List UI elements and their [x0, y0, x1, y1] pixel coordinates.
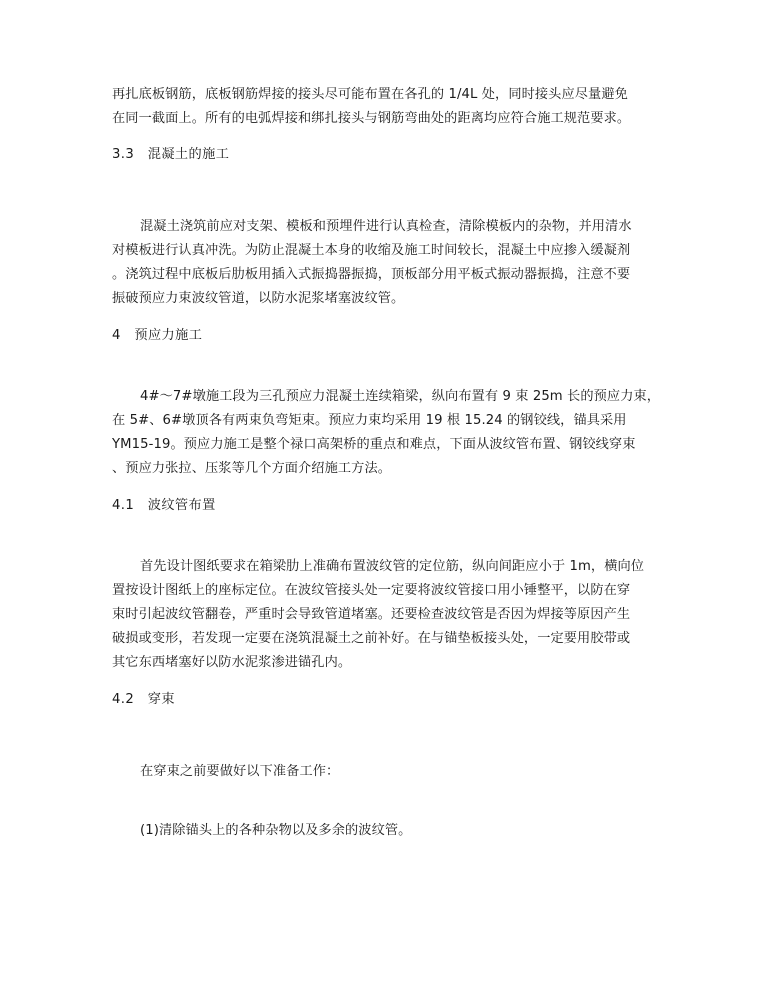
- paragraph-line: 。浇筑过程中底板后肋板用插入式振捣器振捣，顶板部分用平板式振动器振捣，注意不要: [112, 267, 631, 282]
- paragraph-line: 置按设计图纸上的座标定位。在波纹管接头处一定要将波纹管接口用小锤整平，以防在穿: [112, 583, 631, 598]
- paragraph-line: 破损或变形，若发现一定要在浇筑混凝土之前补好。在与锚垫板接头处，一定要用胶带或: [112, 631, 631, 646]
- paragraph-line: 束时引起波纹管翻卷，严重时会导致管道堵塞。还要检查波纹管是否因为焊接等原因产生: [112, 607, 631, 622]
- section-heading-4-2: 4.2 穿束: [112, 692, 175, 707]
- section-heading-3-3: 3.3 混凝土的施工: [112, 147, 230, 162]
- paragraph-line: 在 5#、6#墩顶各有两束负弯矩束。预应力束均采用 19 根 15.24 的钢铰线，锚具采用: [112, 413, 627, 428]
- paragraph-line: 在同一截面上。所有的电弧焊接和绑扎接头与钢筋弯曲处的距离均应符合施工规范要求。: [112, 111, 631, 126]
- paragraph-line: 4#～7#墩施工段为三孔预应力混凝土连续箱梁，纵向布置有 9 束 25m 长的预应力束，: [140, 389, 661, 404]
- paragraph-line: 振破预应力束波纹管道，以防水泥浆堵塞波纹管。: [112, 291, 405, 306]
- paragraph-line: 再扎底板钢筋，底板钢筋焊接的接头尽可能布置在各孔的 1/4L 处，同时接头应尽量避免: [112, 87, 628, 102]
- paragraph-line: 对模板进行认真冲洗。为防止混凝土本身的收缩及施工时间较长，混凝土中应掺入缓凝剂: [112, 243, 631, 258]
- paragraph-line: 、预应力张拉、压浆等几个方面介绍施工方法。: [112, 461, 392, 476]
- section-heading-4-1: 4.1 波纹管布置: [112, 498, 216, 513]
- paragraph-line: 在穿束之前要做好以下准备工作：: [140, 764, 340, 779]
- paragraph-line: YM15-19。预应力施工是整个禄口高架桥的重点和难点，下面从波纹管布置、钢铰线穿束: [112, 437, 636, 452]
- paragraph-line: 首先设计图纸要求在箱梁肋上准确布置波纹管的定位筋，纵向间距应小于 1m，横向位: [140, 559, 645, 574]
- list-item: (1)清除锚头上的各种杂物以及多余的波纹管。: [140, 823, 412, 838]
- paragraph-line: 其它东西堵塞好以防水泥浆渗进锚孔内。: [112, 655, 352, 670]
- paragraph-line: 混凝土浇筑前应对支架、模板和预埋件进行认真检查，清除模板内的杂物，并用清水: [140, 219, 632, 234]
- section-heading-4: 4 预应力施工: [112, 328, 203, 343]
